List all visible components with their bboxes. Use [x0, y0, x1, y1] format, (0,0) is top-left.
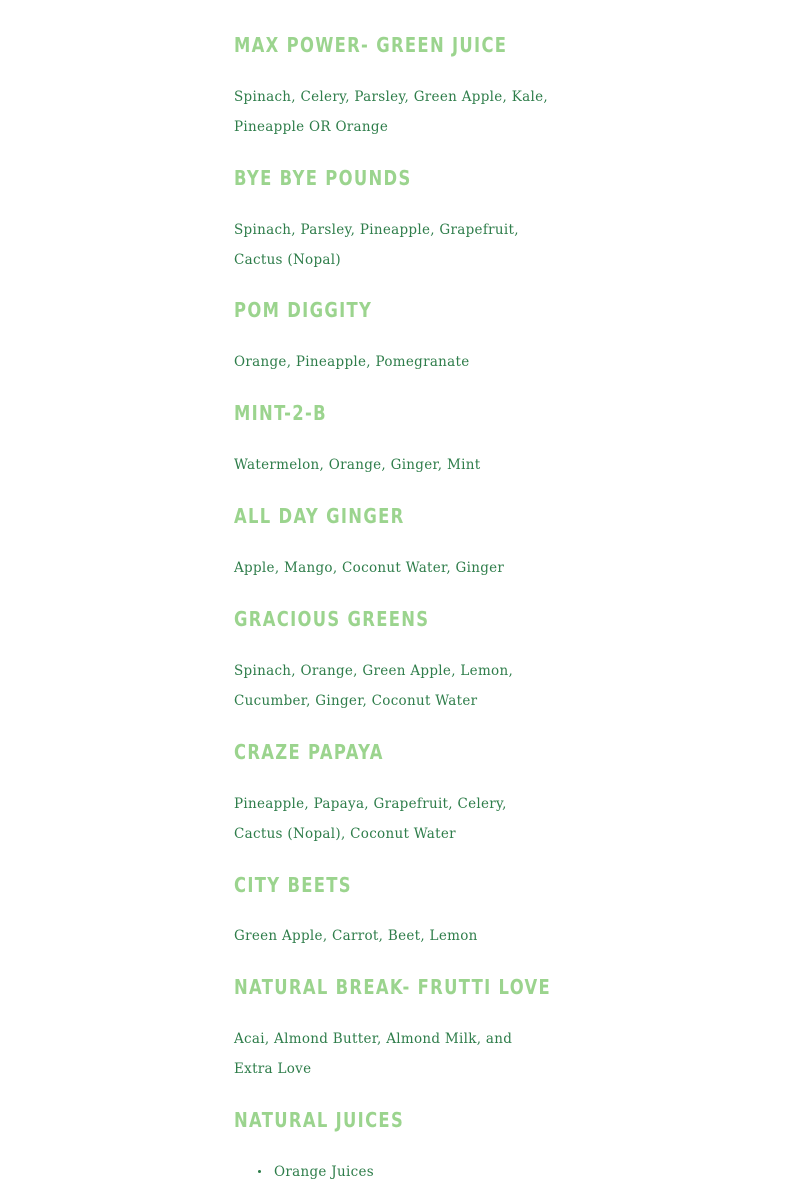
item-title-bye-bye-pounds: BYE BYE POUNDS: [234, 166, 412, 190]
item-desc-mint-2-b: [234, 450, 554, 480]
item-desc-craze-papaya: [234, 789, 554, 849]
list-item: [234, 1157, 374, 1187]
item-desc-line: Cactus (Nopal), Coconut Water: [234, 826, 456, 842]
natural-juices-list: [234, 1157, 374, 1187]
item-desc-all-day-ginger: [234, 553, 554, 583]
item-desc-max-power: [234, 82, 554, 142]
item-desc-line: Spinach, Celery, Parsley, Green Apple, Kale,: [234, 89, 548, 105]
section-title-natural-juices: NATURAL JUICES: [234, 1108, 405, 1132]
item-desc-line: Extra Love: [234, 1061, 312, 1077]
item-title-max-power: MAX POWER- GREEN JUICE: [234, 33, 508, 57]
list-item-label: Orange Juices: [274, 1164, 374, 1180]
item-desc-gracious-greens: [234, 656, 554, 716]
item-desc-line: Spinach, Parsley, Pineapple, Grapefruit,: [234, 222, 519, 238]
item-title-craze-papaya: CRAZE PAPAYA: [234, 740, 384, 764]
bullet-icon: [258, 1170, 261, 1173]
item-desc-line: Watermelon, Orange, Ginger, Mint: [234, 457, 481, 473]
item-desc-line: Acai, Almond Butter, Almond Milk, and: [234, 1031, 513, 1047]
item-desc-line: Orange, Pineapple, Pomegranate: [234, 354, 470, 370]
item-title-all-day-ginger: ALL DAY GINGER: [234, 504, 405, 528]
item-desc-line: Pineapple OR Orange: [234, 119, 389, 135]
item-desc-line: Spinach, Orange, Green Apple, Lemon,: [234, 663, 514, 679]
item-title-pom-diggity: POM DIGGITY: [234, 298, 373, 322]
item-desc-natural-break: [234, 1024, 554, 1084]
item-title-city-beets: CITY BEETS: [234, 873, 352, 897]
item-desc-line: Cucumber, Ginger, Coconut Water: [234, 693, 478, 709]
item-desc-line: Green Apple, Carrot, Beet, Lemon: [234, 928, 478, 944]
item-desc-line: Apple, Mango, Coconut Water, Ginger: [234, 560, 505, 576]
item-desc-line: Cactus (Nopal): [234, 252, 341, 268]
item-desc-bye-bye-pounds: [234, 215, 554, 275]
item-title-gracious-greens: GRACIOUS GREENS: [234, 607, 430, 631]
item-title-natural-break: NATURAL BREAK- FRUTTI LOVE: [234, 975, 552, 999]
item-title-mint-2-b: MINT-2-B: [234, 401, 327, 425]
item-desc-pom-diggity: [234, 347, 554, 377]
item-desc-line: Pineapple, Papaya, Grapefruit, Celery,: [234, 796, 507, 812]
item-desc-city-beets: [234, 921, 554, 951]
